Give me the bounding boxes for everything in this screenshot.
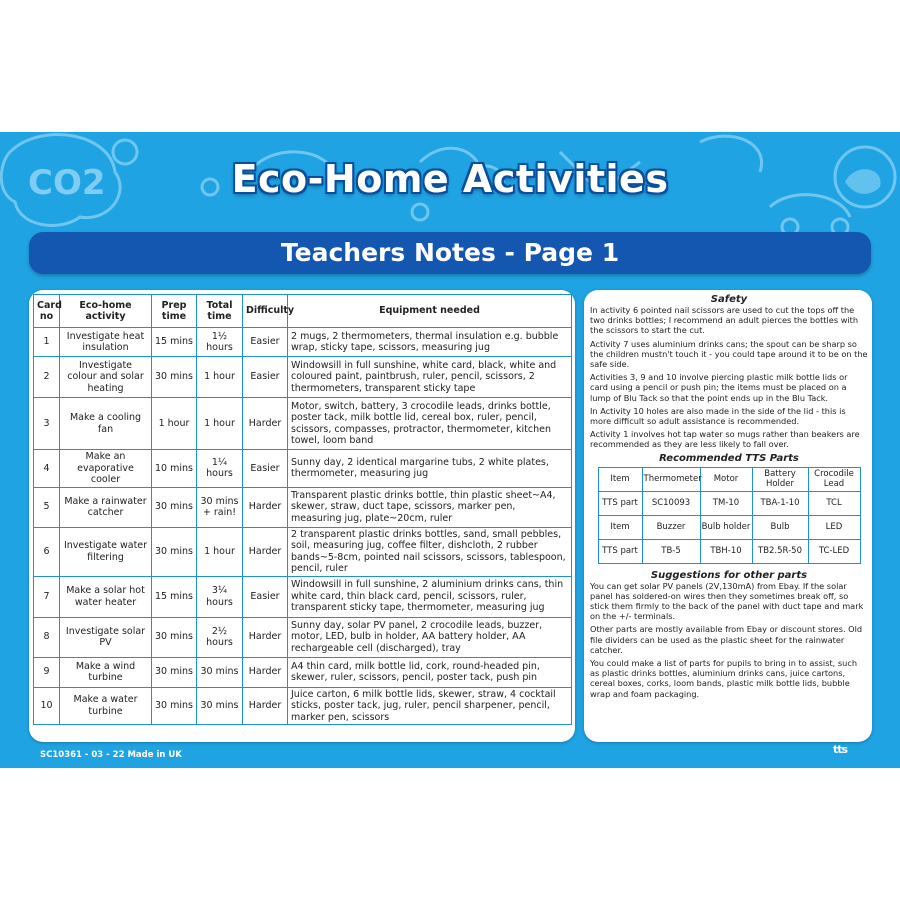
cell-difficulty: Harder [243,657,288,687]
cell-equipment: Motor, switch, battery, 3 crocodile leads, drinks bottle, poster tack, milk bottle lid, cereal box, ruler, pencil, scissors, compasses, protractor, thermometer, kitchen towel, loom band [288,398,572,450]
parts-cell: TC-LED [808,539,860,563]
table-row [34,657,572,687]
parts-cell: Motor [700,467,752,491]
cell-total: 1 hour [197,527,243,576]
parts-cell: TM-10 [700,491,752,515]
safety-paragraph: In activity 6 pointed nail scissors are used to cut the tops off the two drinks bottles; I recommend an adult pierces the bottles with the scissors to start the cut. [590,305,859,336]
cell-difficulty: Harder [243,487,288,527]
table-row [34,687,572,725]
parts-cell: Bulb [752,515,808,539]
parts-cell: LED [808,515,860,539]
parts-cell: TB-5 [642,539,700,563]
parts-cell: Buzzer [642,515,700,539]
cell-equipment: Sunny day, 2 identical margarine tubs, 2 white plates, thermometer, measuring jug [288,450,572,488]
cell-equipment: Windowsill in full sunshine, white card, black, white and coloured paint, paintbrush, ruler, pencil, scissors, 2 thermometers, transparent sticky tape [288,357,572,398]
cell-no: 3 [34,398,60,450]
cell-total: 1¼ hours [197,450,243,488]
cell-no: 5 [34,487,60,527]
table-row [34,487,572,527]
cell-no: 4 [34,450,60,488]
poster-title: Eco-Home Activities [231,157,669,201]
cell-difficulty: Easier [243,328,288,357]
cell-activity: Make a rainwater catcher [60,487,152,527]
safety-title: Safety [710,294,748,305]
cell-total: 30 mins + rain! [197,487,243,527]
cell-difficulty: Harder [243,527,288,576]
safety-paragraph: Activities 3, 9 and 10 involve piercing plastic milk bottle lids or card using a pencil or push pin; the items must be placed on a lump of Blu Tack so that the point ends up in the Blu Tack. [590,372,848,403]
parts-cell: SC10093 [642,491,700,515]
cell-total: 30 mins [197,657,243,687]
parts-row [598,539,860,563]
safety-paragraph: In Activity 10 holes are also made in the side of the lid - this is more difficult so adult assistance is recommended. [590,405,846,427]
cell-activity: Investigate water filtering [60,527,152,576]
parts-cell: TTS part [598,539,642,563]
header-difficulty: Difficulty [243,295,288,328]
header-equipment: Equipment needed [288,295,572,328]
cell-difficulty: Harder [243,398,288,450]
cell-equipment: 2 mugs, 2 thermometers, thermal insulation e.g. bubble wrap, sticky tape, scissors, measuring jug [288,328,572,357]
cell-activity: Make a solar hot water heater [60,576,152,617]
table-header-row [34,295,572,328]
cell-activity: Make an evaporative cooler [60,450,152,488]
cell-difficulty: Easier [243,357,288,398]
cell-prep: 30 mins [152,657,197,687]
cell-no: 9 [34,657,60,687]
cell-prep: 30 mins [152,487,197,527]
parts-cell: TBH-10 [700,539,752,563]
parts-cell: Item [598,515,642,539]
cell-prep: 30 mins [152,357,197,398]
cell-prep: 30 mins [152,687,197,725]
cell-total: 3¼ hours [197,576,243,617]
safety-paragraph: Activity 7 uses aluminium drinks cans; the spout can be sharp so the children mustn't touch it - you could tape around it to be on the safe side. [590,338,868,370]
table-row [34,398,572,450]
table-row [34,527,572,576]
table-row [34,328,572,357]
cell-no: 6 [34,527,60,576]
cell-no: 1 [34,328,60,357]
parts-cell: Item [598,467,642,491]
cell-prep: 15 mins [152,576,197,617]
cell-no: 7 [34,576,60,617]
header-activity: Eco-home activity [60,295,152,328]
table-row [34,357,572,398]
activities-panel [29,290,575,742]
cell-difficulty: Harder [243,687,288,725]
safety-paragraph: Activity 1 involves hot tap water so mugs rather than beakers are recommended as they are less likely to fall over. [590,429,860,450]
cell-equipment: Sunny day, solar PV panel, 2 crocodile leads, buzzer, motor, LED, bulb in holder, AA battery holder, AA rechargeable cell (discharged), tray [288,617,572,657]
cell-difficulty: Easier [243,450,288,488]
cell-activity: Make a wind turbine [60,657,152,687]
activities-table [33,294,572,725]
parts-cell: TBA-1-10 [752,491,808,515]
cell-equipment: Transparent plastic drinks bottle, thin plastic sheet~A4, skewer, straw, duct tape, scissors, marker pen, measuring jug, plate~20cm, ruler [288,487,572,527]
table-row [34,576,572,617]
co2-doodle-text: CO2 [28,163,106,203]
cell-activity: Investigate heat insulation [60,328,152,357]
cell-equipment: Juice carton, 6 milk bottle lids, skewer, straw, 4 cocktail sticks, poster tack, jug, ruler, pencil sharpener, pencil, marker pen, scissors [288,687,572,725]
suggestions-title: Suggestions for other parts [650,569,808,581]
cell-prep: 10 mins [152,450,197,488]
cell-equipment: A4 thin card, milk bottle lid, cork, round-headed pin, skewer, ruler, scissors, pencil, poster tack, push pin [288,657,572,687]
parts-row [598,515,860,539]
cell-no: 2 [34,357,60,398]
parts-table [598,467,861,564]
cell-prep: 15 mins [152,328,197,357]
cell-total: 1 hour [197,398,243,450]
notes-content [590,294,868,702]
parts-row [598,467,860,491]
subtitle-banner [29,232,871,274]
cell-no: 10 [34,687,60,725]
poster [0,132,900,768]
suggestions-paragraph: You could make a list of parts for pupils to bring in to assist, such as plastic drinks bottles, aluminium drinks cans, juice cartons, cereal boxes, corks, loom bands, plastic milk bottle lids, bubble wrap and foam packaging. [590,658,858,699]
cell-total: 2½ hours [197,617,243,657]
cell-activity: Make a water turbine [60,687,152,725]
parts-cell: Battery Holder [752,467,808,491]
subtitle-text: Teachers Notes - Page 1 [280,238,620,267]
cell-activity: Investigate solar PV [60,617,152,657]
suggestions-paragraph: Other parts are mostly available from Ebay or discount stores. Old file dividers can be used as the plastic sheet for the rainwater catcher. [590,624,863,655]
cell-equipment: Windowsill in full sunshine, 2 aluminium drinks cans, thin white card, thin black card, pencil, scissors, ruler, transparent sticky tape, thermometer, measuring jug [288,576,572,617]
parts-title: Recommended TTS Parts [659,452,799,464]
cell-total: 30 mins [197,687,243,725]
parts-cell: Thermometer [642,467,700,491]
header-card-no: Card no [34,295,60,328]
parts-cell: TB2.5R-50 [752,539,808,563]
cell-activity: Make a cooling fan [60,398,152,450]
header-total-time: Total time [197,295,243,328]
cell-equipment: 2 transparent plastic drinks bottles, sand, small pebbles, soil, measuring jug, coffee filter, dishcloth, 2 rubber bands~5-8cm, pointed nail scissors, scissors, tablespoon, pencil, ruler [288,527,572,576]
cell-prep: 1 hour [152,398,197,450]
cell-activity: Investigate colour and solar heating [60,357,152,398]
cell-no: 8 [34,617,60,657]
notes-panel [584,290,872,742]
cell-difficulty: Harder [243,617,288,657]
table-row [34,617,572,657]
parts-cell: Bulb holder [700,515,752,539]
suggestions-paragraph: You can get solar PV panels (2V,130mA) from Ebay. If the solar panel has soldered-on wires then they sometimes break off, so stick them firmly to the back of the panel with duct tape and mark on the +/- terminals. [590,580,864,622]
parts-cell: Crocodile Lead [808,467,860,491]
parts-row [598,491,860,515]
parts-cell: TTS part [598,491,642,515]
cell-prep: 30 mins [152,527,197,576]
header-prep-time: Prep time [152,295,197,328]
parts-cell: TCL [808,491,860,515]
tts-logo: tts [833,743,848,756]
product-code: SC10361 - 03 - 22 Made in UK [40,750,182,760]
cell-difficulty: Easier [243,576,288,617]
cell-total: 1½ hours [197,328,243,357]
cell-prep: 30 mins [152,617,197,657]
table-row [34,450,572,488]
cell-total: 1 hour [197,357,243,398]
